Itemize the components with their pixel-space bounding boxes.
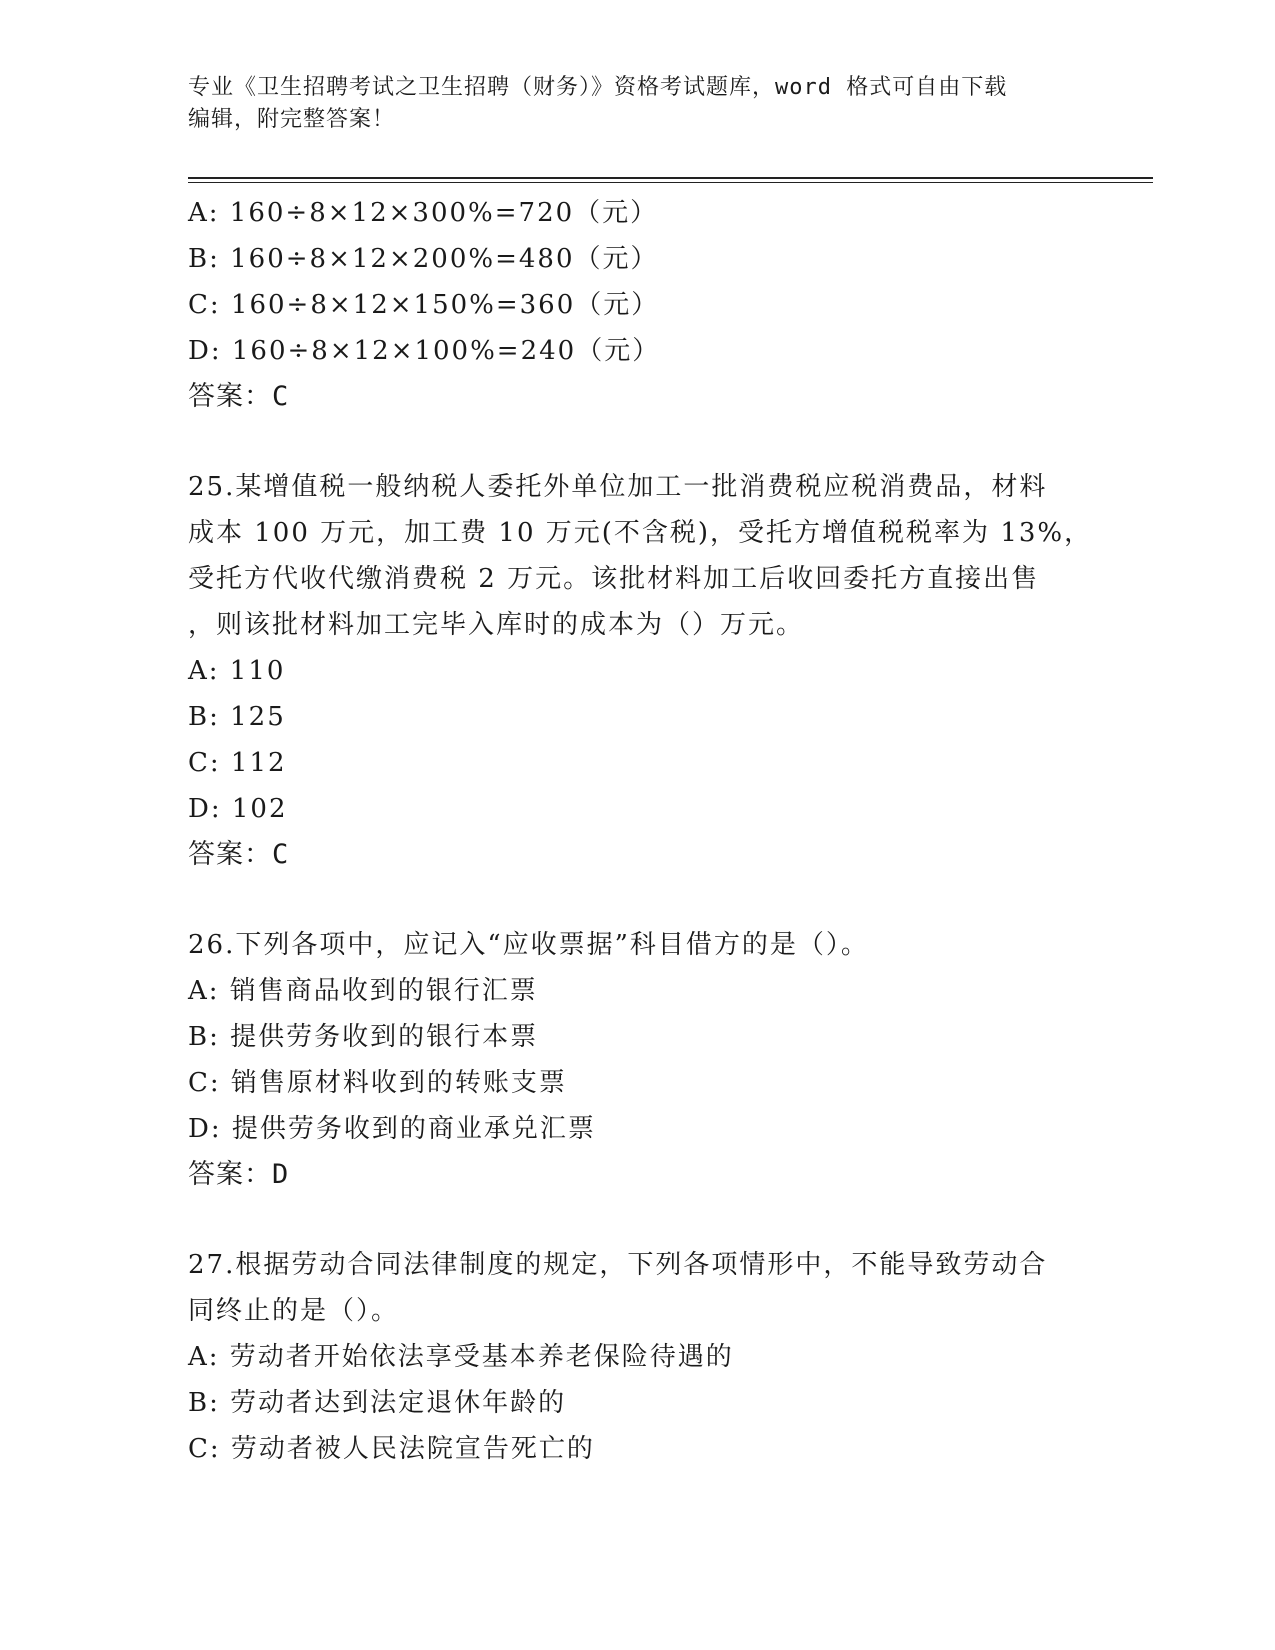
header-line-1: 专业《卫生招聘考试之卫生招聘（财务）》资格考试题库，word 格式可自由下载 bbox=[188, 75, 1008, 100]
option-d: D: 102 bbox=[188, 794, 288, 824]
question-stem-line: 25.某增值税一般纳税人委托外单位加工一批消费税应税消费品，材料 bbox=[188, 472, 1048, 502]
option-b: B: 125 bbox=[188, 702, 286, 732]
question-25 bbox=[188, 464, 1093, 878]
document-header bbox=[188, 72, 1088, 136]
spacer bbox=[188, 420, 1088, 464]
spacer bbox=[188, 1198, 1088, 1242]
header-divider-thin bbox=[188, 182, 1153, 183]
option-d: D: 160÷8×12×100%=240（元） bbox=[188, 336, 661, 366]
option-b: B: 提供劳务收到的银行本票 bbox=[188, 1022, 539, 1052]
question-24 bbox=[188, 190, 1088, 420]
question-stem-line: 受托方代收代缴消费税 2 万元。该批材料加工后收回委托方直接出售 bbox=[188, 564, 1040, 594]
answer: 答案：C bbox=[188, 381, 290, 412]
option-c: C: 劳动者被人民法院宣告死亡的 bbox=[188, 1434, 595, 1464]
option-b: B: 160÷8×12×200%=480（元） bbox=[188, 244, 659, 274]
option-b: B: 劳动者达到法定退休年龄的 bbox=[188, 1388, 567, 1418]
option-a: A: 销售商品收到的银行汇票 bbox=[188, 976, 538, 1006]
question-stem-line: 同终止的是（）。 bbox=[188, 1296, 400, 1326]
question-27 bbox=[188, 1242, 1088, 1472]
question-stem-line: 27.根据劳动合同法律制度的规定，下列各项情形中，不能导致劳动合 bbox=[188, 1250, 1048, 1280]
option-c: C: 销售原材料收到的转账支票 bbox=[188, 1068, 567, 1098]
option-c: C: 112 bbox=[188, 748, 287, 778]
answer: 答案：C bbox=[188, 839, 290, 870]
question-list bbox=[188, 190, 1093, 1472]
header-divider-thick bbox=[188, 177, 1153, 179]
question-26 bbox=[188, 922, 1088, 1198]
spacer bbox=[188, 878, 1088, 922]
header-line-2: 编辑，附完整答案！ bbox=[188, 107, 396, 132]
question-stem-line: 26.下列各项中，应记入“应收票据”科目借方的是（）。 bbox=[188, 930, 869, 960]
question-stem-line: ，则该批材料加工完毕入库时的成本为（）万元。 bbox=[188, 610, 805, 640]
option-a: A: 110 bbox=[188, 656, 286, 686]
option-a: A: 劳动者开始依法享受基本养老保险待遇的 bbox=[188, 1342, 734, 1372]
option-a: A: 160÷8×12×300%=720（元） bbox=[188, 198, 659, 228]
option-c: C: 160÷8×12×150%=360（元） bbox=[188, 290, 660, 320]
answer: 答案：D bbox=[188, 1159, 290, 1190]
question-stem-line: 成本 100 万元，加工费 10 万元(不含税)，受托方增值税税率为 13%， bbox=[188, 518, 1093, 548]
option-d: D: 提供劳务收到的商业承兑汇票 bbox=[188, 1114, 596, 1144]
